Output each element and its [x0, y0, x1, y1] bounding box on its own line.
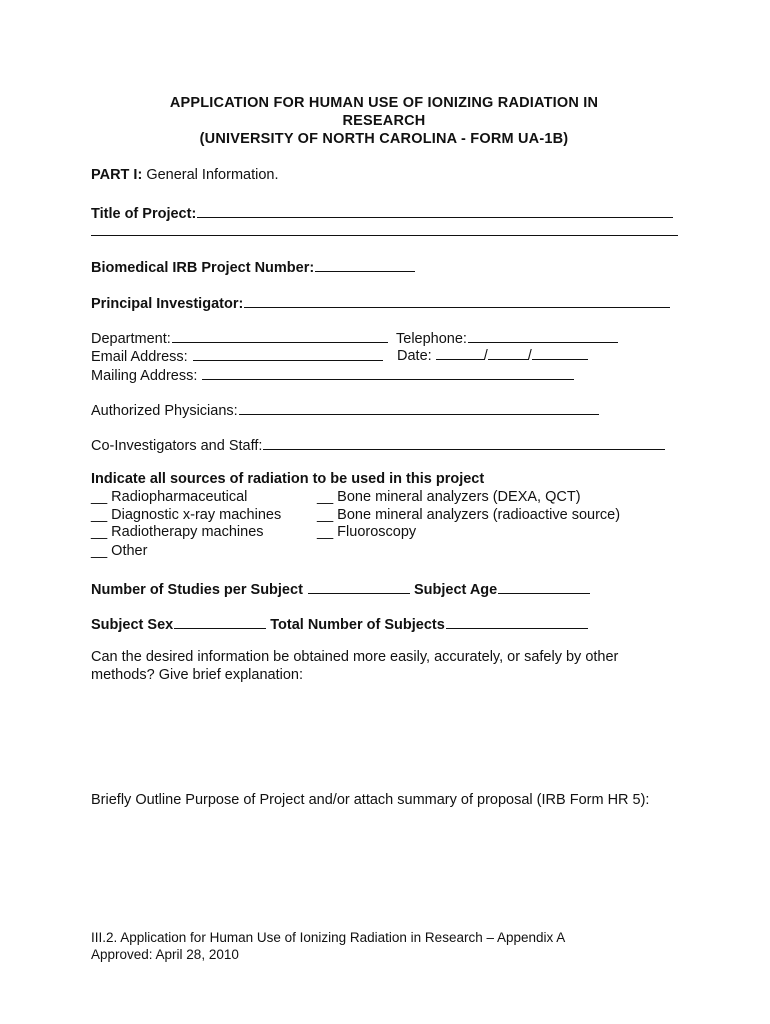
pi-row	[91, 292, 670, 313]
option-label: Fluoroscopy	[337, 524, 417, 540]
coinvestigators-field[interactable]	[263, 434, 665, 450]
physicians-row	[91, 399, 599, 420]
source-option-radiopharmaceutical[interactable]	[91, 488, 247, 506]
sex-field[interactable]	[174, 613, 266, 629]
total-subjects-label: Total Number of Subjects	[270, 617, 445, 633]
date-separator-2: /	[527, 348, 532, 364]
pi-field[interactable]	[244, 292, 670, 308]
age-label: Subject Age	[413, 582, 498, 598]
physicians-label: Authorized Physicians:	[91, 403, 238, 419]
sex-total-row	[91, 613, 588, 634]
option-label: Radiopharmaceutical	[111, 489, 248, 505]
source-option-bone-radioactive[interactable]	[317, 506, 620, 524]
age-field[interactable]	[498, 578, 590, 594]
alternative-question-line-1: Can the desired information be obtained more easily, accurately, or safely by other	[91, 649, 619, 665]
checkbox-blank[interactable]: __	[91, 524, 108, 540]
studies-label: Number of Studies per Subject	[91, 582, 303, 598]
purpose-answer-area[interactable]	[91, 812, 678, 922]
sex-label: Subject Sex	[91, 617, 174, 633]
project-title-field[interactable]	[197, 202, 673, 218]
checkbox-blank[interactable]: __	[317, 507, 334, 523]
email-field[interactable]	[193, 345, 383, 361]
date-separator-1: /	[483, 348, 488, 364]
checkbox-blank[interactable]: __	[91, 489, 108, 505]
option-label: Bone mineral analyzers (radioactive source)	[337, 507, 621, 523]
part1-heading	[91, 166, 279, 184]
title-line-2: RESEARCH	[342, 113, 426, 129]
coinvestigators-label: Co-Investigators and Staff:	[91, 438, 263, 454]
purpose-question: Briefly Outline Purpose of Project and/or attach summary of proposal (IRB Form HR 5):	[91, 792, 650, 808]
irb-number-label: Biomedical IRB Project Number:	[91, 260, 315, 276]
source-option-bone-dexa[interactable]	[317, 488, 581, 506]
source-option-other[interactable]	[91, 542, 147, 560]
part1-text: General Information.	[146, 167, 279, 183]
telephone-label: Telephone:	[396, 331, 467, 347]
alternative-question-line-2: methods? Give brief explanation:	[91, 667, 303, 683]
coinvestigators-row	[91, 434, 665, 455]
email-row	[91, 345, 383, 366]
telephone-field[interactable]	[468, 327, 618, 343]
mailing-field[interactable]	[202, 364, 574, 380]
studies-field[interactable]	[308, 578, 410, 594]
project-title-label: Title of Project:	[91, 206, 197, 222]
footer-line-1: III.2. Application for Human Use of Ionizing Radiation in Research – Appendix A	[91, 930, 566, 945]
studies-row	[91, 578, 590, 599]
option-label: Radiotherapy machines	[111, 524, 264, 540]
date-label: Date:	[397, 348, 432, 364]
checkbox-blank[interactable]: __	[91, 507, 108, 523]
part1-label: PART I:	[91, 167, 143, 183]
date-row	[397, 345, 588, 365]
option-label: Bone mineral analyzers (DEXA, QCT)	[337, 489, 581, 505]
option-label: Diagnostic x-ray machines	[111, 507, 282, 523]
option-label: Other	[111, 543, 148, 559]
source-option-diagnostic-xray[interactable]	[91, 506, 281, 524]
total-subjects-field[interactable]	[446, 613, 588, 629]
department-label: Department:	[91, 331, 171, 347]
source-option-radiotherapy[interactable]	[91, 523, 264, 541]
irb-number-field[interactable]	[315, 256, 415, 272]
checkbox-blank[interactable]: __	[91, 543, 108, 559]
alternative-answer-area[interactable]	[91, 688, 678, 784]
pi-label: Principal Investigator:	[91, 296, 244, 312]
date-year-field[interactable]	[532, 345, 588, 360]
department-field[interactable]	[172, 327, 388, 343]
date-month-field[interactable]	[436, 345, 484, 360]
irb-number-row	[91, 256, 415, 277]
physicians-field[interactable]	[239, 399, 599, 415]
sources-heading: Indicate all sources of radiation to be used in this project	[91, 471, 485, 487]
title-line-1: APPLICATION FOR HUMAN USE OF IONIZING RADIATION IN	[169, 95, 599, 111]
project-title-field-line-2[interactable]	[91, 235, 678, 236]
footer-line-2: Approved: April 28, 2010	[91, 947, 239, 962]
mailing-label: Mailing Address:	[91, 368, 198, 384]
checkbox-blank[interactable]: __	[317, 524, 334, 540]
title-line-3: (UNIVERSITY OF NORTH CAROLINA - FORM UA-1B)	[199, 131, 569, 147]
email-label: Email Address:	[91, 349, 188, 365]
date-day-field[interactable]	[488, 345, 528, 360]
checkbox-blank[interactable]: __	[317, 489, 334, 505]
source-option-fluoroscopy[interactable]	[317, 523, 416, 541]
project-title-row	[91, 202, 673, 223]
form-title	[90, 94, 678, 148]
mailing-row	[91, 364, 574, 385]
